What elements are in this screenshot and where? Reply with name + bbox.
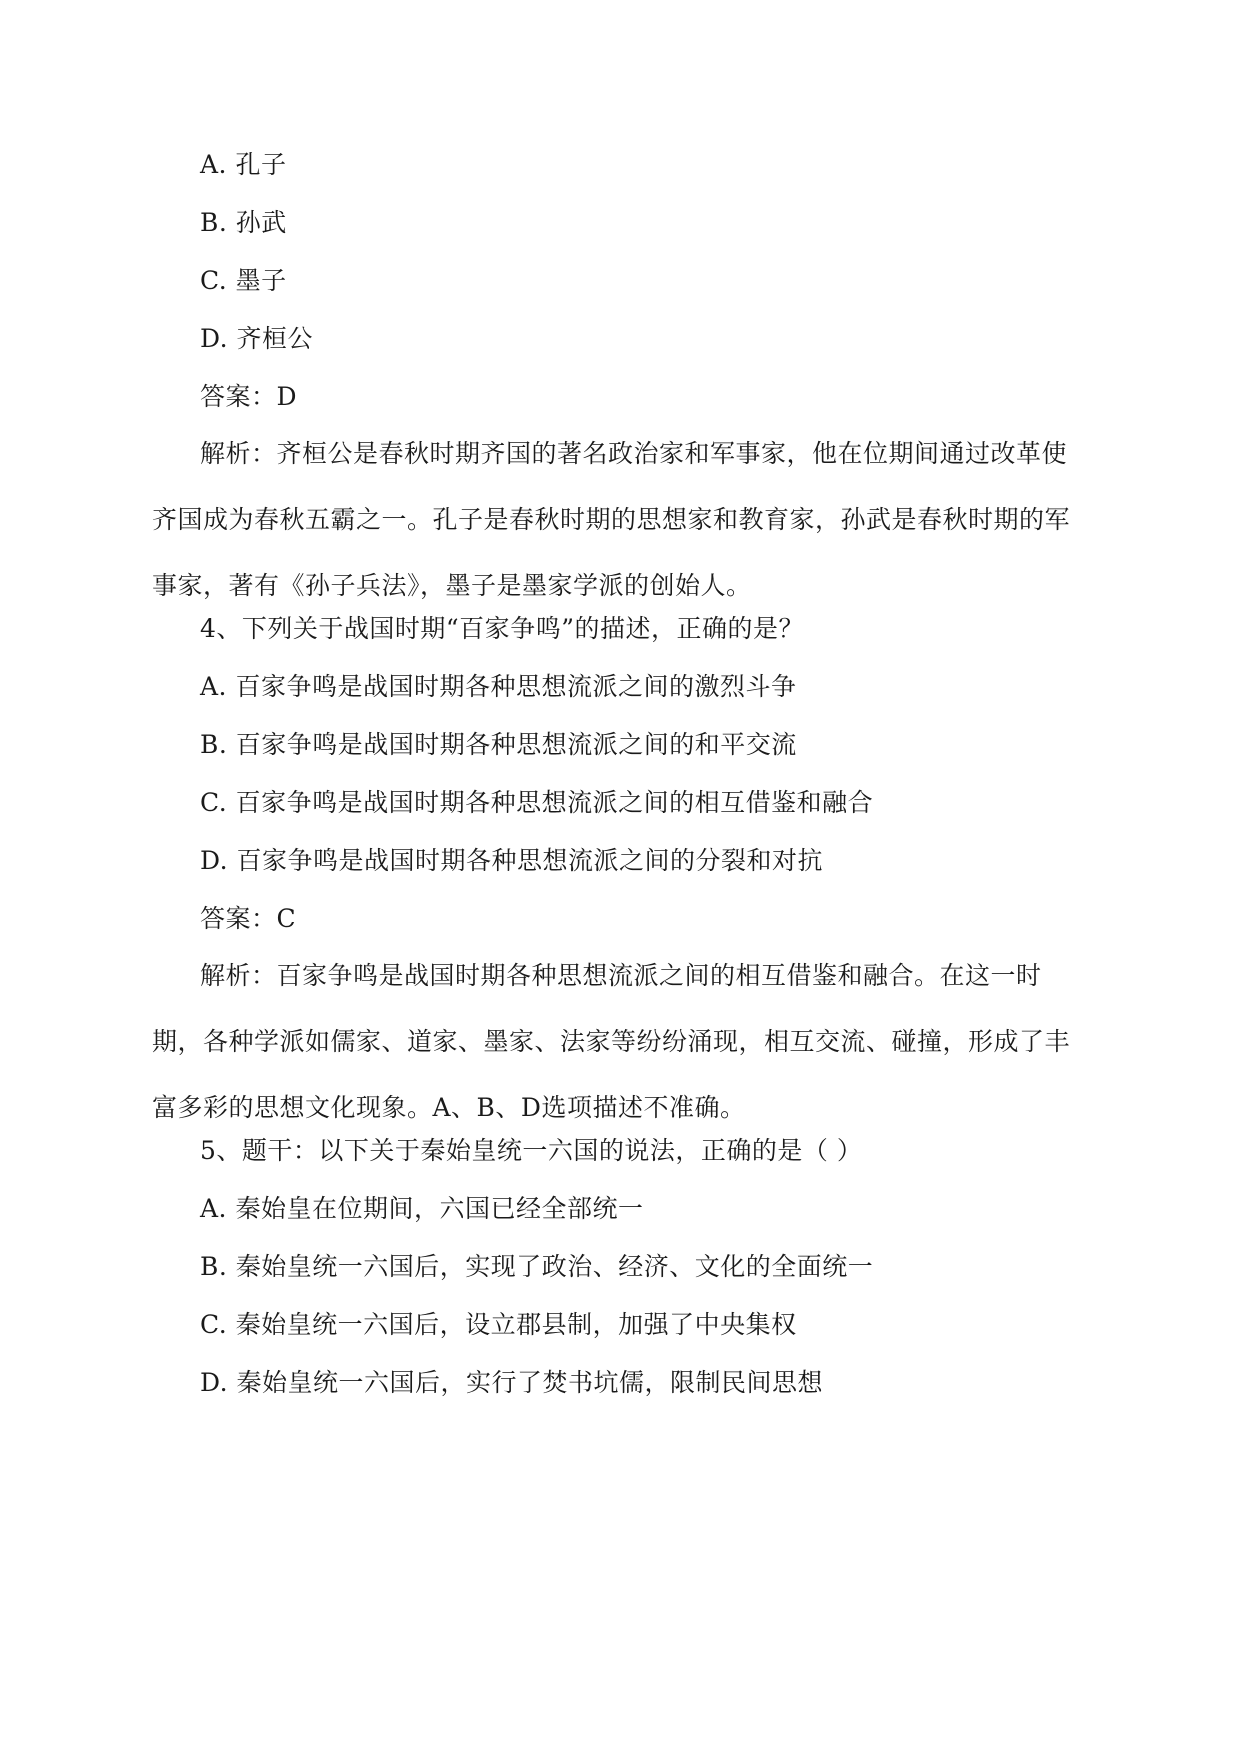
q3-option-a: A. 孔子	[200, 150, 287, 179]
q4-stem: 4、下列关于战国时期“百家争鸣”的描述，正确的是？	[200, 614, 804, 643]
q5-option-d: D. 秦始皇统一六国后，实行了焚书坑儒，限制民间思想	[200, 1368, 824, 1397]
q4-explanation: 解析：百家争鸣是战国时期各种思想流派之间的相互借鉴和融合。在这一时期，各种学派如儒家、道家、墨家、法家等纷纷涌现，相互交流、碰撞，形成了丰富多彩的思想文化现象。A、B、D选项描述不准确。	[152, 961, 1071, 1122]
q3-option-c: C. 墨子	[200, 266, 287, 295]
q3-option-d: D. 齐桓公	[200, 324, 314, 353]
q3-answer: 答案：D	[200, 382, 298, 411]
q4-option-a: A. 百家争鸣是战国时期各种思想流派之间的激烈斗争	[200, 672, 797, 701]
q5-option-c: C. 秦始皇统一六国后，设立郡县制，加强了中央集权	[200, 1310, 797, 1339]
q5-stem: 5、题干：以下关于秦始皇统一六国的说法，正确的是（ ）	[200, 1136, 863, 1165]
q4-option-d: D. 百家争鸣是战国时期各种思想流派之间的分裂和对抗	[200, 846, 824, 875]
q5-option-b: B. 秦始皇统一六国后，实现了政治、经济、文化的全面统一	[200, 1252, 874, 1281]
q4-option-b: B. 百家争鸣是战国时期各种思想流派之间的和平交流	[200, 730, 797, 759]
q4-option-c: C. 百家争鸣是战国时期各种思想流派之间的相互借鉴和融合	[200, 788, 874, 817]
q4-answer: 答案：C	[200, 904, 297, 933]
q3-explanation: 解析：齐桓公是春秋时期齐国的著名政治家和军事家，他在位期间通过改革使齐国成为春秋五霸之一。孔子是春秋时期的思想家和教育家，孙武是春秋时期的军事家，著有《孙子兵法》，墨子是墨家学派的创始人。	[152, 439, 1071, 600]
q3-option-b: B. 孙武	[200, 208, 287, 237]
q5-option-a: A. 秦始皇在位期间，六国已经全部统一	[200, 1194, 644, 1223]
